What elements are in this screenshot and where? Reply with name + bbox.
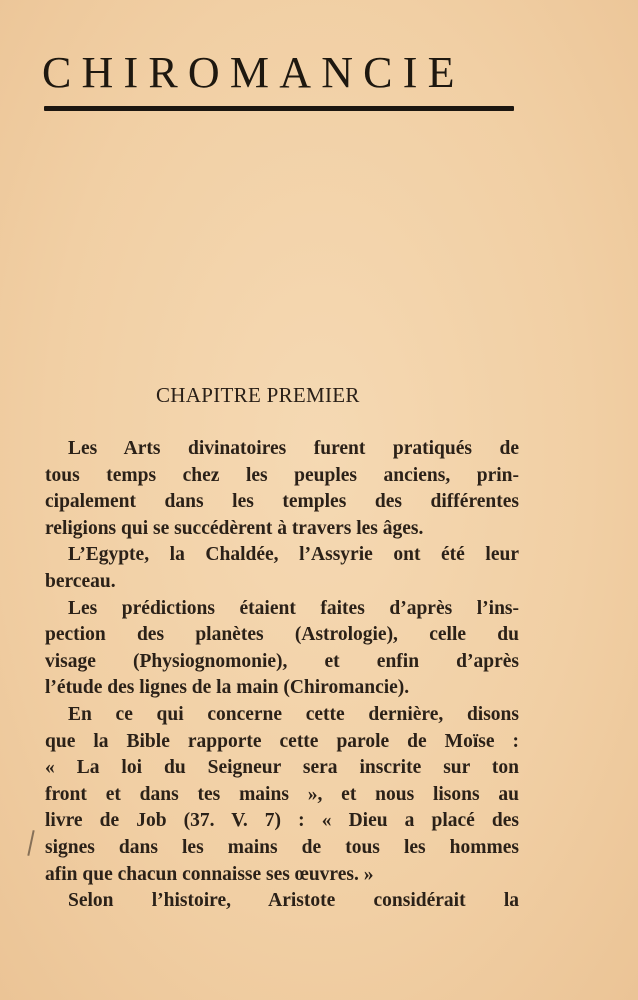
text-line: berceau. [45, 570, 116, 592]
text-line: l’étude des lignes de la main (Chiromancie). [45, 677, 410, 699]
text-line: cipalement dans les temples des différentes [45, 491, 519, 513]
text-line: « La loi du Seigneur sera inscrite sur ton [45, 757, 519, 779]
text-line: Les Arts divinatoires furent pratiqués de [68, 438, 519, 459]
text-line: pection des planètes (Astrologie), celle du [45, 624, 519, 646]
text-line: En ce qui concerne cette dernière, disons [68, 703, 519, 725]
body-text [45, 436, 519, 915]
text-line: front et dans tes mains », et nous lisons au [45, 783, 519, 805]
text-line: visage (Physiognomonie), et enfin d’après [45, 650, 519, 672]
text-line: que la Bible rapporte cette parole de Moïse : [45, 730, 519, 752]
title-underline [44, 106, 514, 111]
book-title: CHIROMANCIE [42, 48, 465, 97]
text-line: Les prédictions étaient faites d’après l’ins- [68, 597, 519, 619]
text-line: L’Egypte, la Chaldée, l’Assyrie ont été leur [68, 544, 519, 566]
text-line: tous temps chez les peuples anciens, prin- [45, 464, 519, 486]
text-line: Selon l’histoire, Aristote considérait la [68, 890, 519, 912]
text-line: religions qui se succédèrent à travers les âges. [45, 517, 424, 539]
chapter-heading: CHAPITRE PREMIER [156, 383, 360, 407]
text-line: afin que chacun connaisse ses œuvres. » [45, 863, 374, 885]
pencil-margin-mark [27, 830, 34, 856]
text-line: livre de Job (37. V. 7) : « Dieu a placé des [45, 810, 519, 832]
text-line: signes dans les mains de tous les hommes [45, 836, 519, 858]
